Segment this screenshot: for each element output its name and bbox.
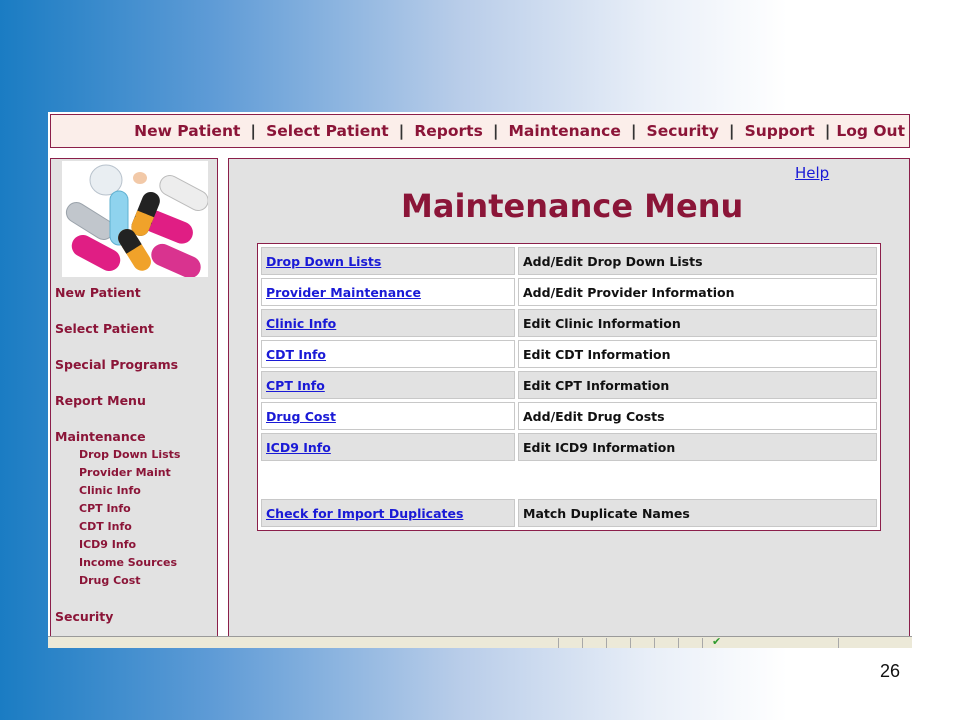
sidebar-item-report-menu[interactable]: Report Menu xyxy=(55,393,146,408)
menu-description: Edit CDT Information xyxy=(523,346,671,362)
table-cell xyxy=(518,247,877,275)
table-cell xyxy=(261,433,515,461)
nav-select-patient[interactable]: Select Patient xyxy=(266,122,389,140)
status-divider xyxy=(838,638,839,648)
nav-separator: | xyxy=(630,122,637,140)
app-screen xyxy=(48,112,912,648)
nav-reports[interactable]: Reports xyxy=(414,122,483,140)
help-link[interactable]: Help xyxy=(795,164,830,182)
table-row xyxy=(261,499,877,527)
menu-description: Edit CPT Information xyxy=(523,377,670,393)
sidebar-sub-cdt-info[interactable]: CDT Info xyxy=(79,520,132,533)
menu-link-drug-cost[interactable]: Drug Cost xyxy=(266,408,336,424)
table-cell xyxy=(518,464,877,496)
nav-separator: | xyxy=(824,122,831,140)
table-row xyxy=(261,402,877,430)
page-title: Maintenance Menu xyxy=(401,187,744,225)
table-cell xyxy=(518,309,877,337)
table-cell xyxy=(518,278,877,306)
nav-new-patient[interactable]: New Patient xyxy=(134,122,241,140)
sidebar-item-maintenance[interactable]: Maintenance xyxy=(55,429,146,444)
sidebar-sub-clinic-info[interactable]: Clinic Info xyxy=(79,484,141,497)
status-divider xyxy=(654,638,655,648)
nav-support[interactable]: Support xyxy=(744,122,815,140)
menu-link-drop-down-lists[interactable]: Drop Down Lists xyxy=(266,253,382,269)
table-cell xyxy=(261,464,515,496)
table-cell xyxy=(261,402,515,430)
table-row xyxy=(261,278,877,306)
sidebar-sub-drug-cost[interactable]: Drug Cost xyxy=(79,574,141,587)
slide-page-number: 26 xyxy=(880,661,901,681)
nav-separator: | xyxy=(398,122,405,140)
table-row xyxy=(261,247,877,275)
sidebar-sub-drop-down-lists[interactable]: Drop Down Lists xyxy=(79,448,181,461)
nav-maintenance[interactable]: Maintenance xyxy=(508,122,621,140)
sidebar-item-new-patient[interactable]: New Patient xyxy=(55,285,141,300)
table-cell xyxy=(261,371,515,399)
menu-description: Add/Edit Drug Costs xyxy=(523,408,665,424)
table-cell xyxy=(261,309,515,337)
status-divider xyxy=(702,638,703,648)
top-nav xyxy=(50,114,910,148)
checkmark-icon: ✔ xyxy=(712,635,722,648)
table-spacer-row xyxy=(261,464,877,496)
nav-log-out[interactable]: Log Out xyxy=(836,122,905,140)
menu-link-provider-maintenance[interactable]: Provider Maintenance xyxy=(266,284,421,300)
status-divider xyxy=(558,638,559,648)
sidebar-sub-income-sources[interactable]: Income Sources xyxy=(79,556,178,569)
status-divider xyxy=(630,638,631,648)
menu-description: Match Duplicate Names xyxy=(523,505,690,521)
browser-status-bar xyxy=(48,636,912,648)
table-cell xyxy=(518,371,877,399)
sidebar-item-special-programs[interactable]: Special Programs xyxy=(55,357,179,372)
menu-link-icd9-info[interactable]: ICD9 Info xyxy=(266,439,331,455)
table-cell xyxy=(518,499,877,527)
table-cell xyxy=(518,340,877,368)
sidebar xyxy=(50,158,218,648)
menu-description: Add/Edit Drop Down Lists xyxy=(523,253,703,269)
table-row xyxy=(261,433,877,461)
table-cell xyxy=(261,278,515,306)
sidebar-item-security[interactable]: Security xyxy=(55,609,114,624)
table-row xyxy=(261,340,877,368)
sidebar-sub-icd9-info[interactable]: ICD9 Info xyxy=(79,538,137,551)
menu-link-cdt-info[interactable]: CDT Info xyxy=(266,346,327,362)
pills-icon xyxy=(62,161,208,277)
table-cell xyxy=(518,433,877,461)
sidebar-sub-cpt-info[interactable]: CPT Info xyxy=(79,502,131,515)
nav-security[interactable]: Security xyxy=(646,122,719,140)
nav-separator: | xyxy=(728,122,735,140)
table-cell xyxy=(261,499,515,527)
nav-separator: | xyxy=(250,122,257,140)
table-cell xyxy=(518,402,877,430)
main-panel xyxy=(228,158,910,648)
sidebar-sub-provider-maint[interactable]: Provider Maint xyxy=(79,466,171,479)
nav-separator: | xyxy=(492,122,499,140)
table-row xyxy=(261,371,877,399)
status-divider xyxy=(606,638,607,648)
menu-link-cpt-info[interactable]: CPT Info xyxy=(266,377,325,393)
table-cell xyxy=(261,247,515,275)
menu-description: Edit ICD9 Information xyxy=(523,439,676,455)
status-divider xyxy=(582,638,583,648)
menu-link-check-for-import-duplicates[interactable]: Check for Import Duplicates xyxy=(266,505,464,521)
sidebar-item-select-patient[interactable]: Select Patient xyxy=(55,321,154,336)
menu-description: Edit Clinic Information xyxy=(523,315,681,331)
status-divider xyxy=(678,638,679,648)
menu-description: Add/Edit Provider Information xyxy=(523,284,735,300)
table-cell xyxy=(261,340,515,368)
menu-link-clinic-info[interactable]: Clinic Info xyxy=(266,315,337,331)
maintenance-menu-table xyxy=(257,243,881,531)
table-row xyxy=(261,309,877,337)
